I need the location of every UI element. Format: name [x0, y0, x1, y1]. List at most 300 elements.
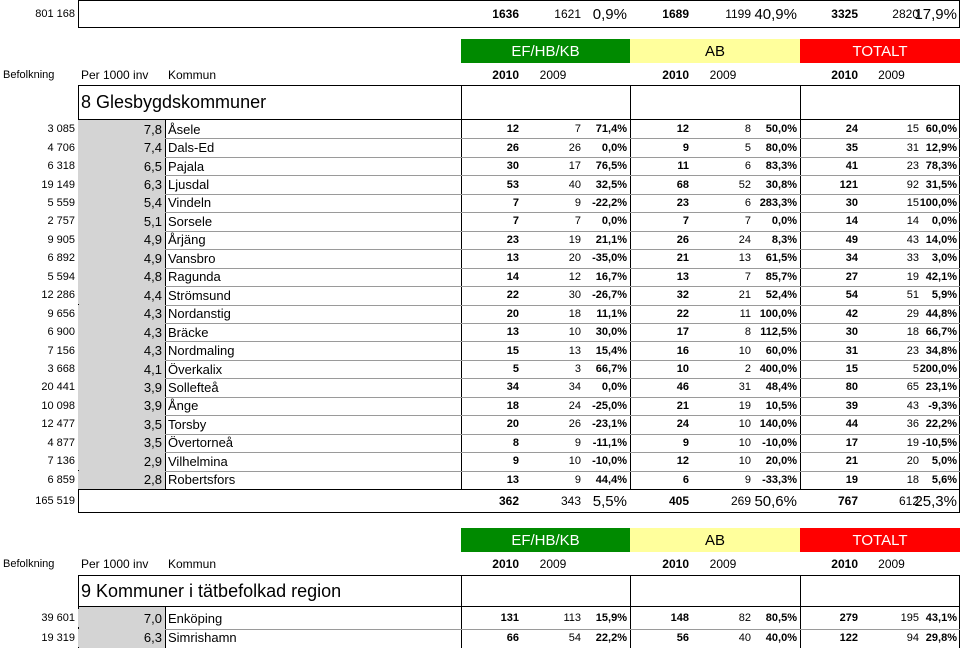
pop-cell: 3 085	[47, 123, 75, 136]
municipality-row	[0, 286, 960, 304]
t10-cell: 30	[845, 196, 858, 209]
per-cell: 4,1	[78, 360, 165, 378]
per-cell: 7,8	[78, 120, 165, 138]
municipality-row	[0, 231, 960, 249]
t10-cell: 31	[845, 344, 858, 357]
year-2009-header: 2009	[878, 556, 905, 571]
ab10-cell: 68	[676, 178, 689, 191]
ef09-cell: 113	[563, 612, 581, 625]
per-cell: 4,4	[78, 286, 165, 304]
name-cell: Vansbro	[168, 250, 216, 266]
group-ab: AB	[630, 528, 800, 552]
section-title: 8 Glesbygdskommuner	[81, 91, 267, 112]
t09-cell: 14	[906, 215, 919, 228]
t09-cell: 18	[906, 326, 919, 339]
municipality-row	[0, 175, 960, 193]
tc-cell: 200,0%	[919, 363, 957, 376]
efc-cell: 0,0%	[601, 215, 627, 228]
per-cell: 7,4	[78, 138, 165, 156]
per-cell: 3,9	[78, 378, 165, 396]
t10-cell: 27	[845, 270, 858, 283]
abc-cell: 20,0%	[765, 455, 797, 468]
pop-cell: 2 757	[47, 215, 75, 228]
t10-cell: 54	[845, 289, 858, 302]
tc-cell: 44,8%	[925, 307, 957, 320]
t09-cell: 19	[906, 436, 919, 449]
ab09-cell: 82	[738, 612, 751, 625]
ab10-cell: 46	[676, 381, 689, 394]
efc-cell: 16,7%	[595, 270, 627, 283]
ab09-cell: 5	[744, 141, 751, 154]
ef10-cell: 26	[506, 141, 519, 154]
t10-cell: 3325	[831, 7, 858, 21]
t09-cell: 23	[906, 344, 919, 357]
column-header-row	[0, 65, 960, 84]
abc-cell: 10,5%	[765, 399, 797, 412]
section-title-row	[0, 87, 960, 117]
abc-cell: 8,3%	[771, 233, 797, 246]
year-2010-header: 2010	[492, 556, 519, 571]
per-cell: 4,9	[78, 231, 165, 249]
section-title-row	[0, 577, 960, 605]
ab09-cell: 10	[738, 455, 751, 468]
ef10-cell: 53	[506, 178, 519, 191]
name-cell: Bräcke	[168, 324, 209, 340]
per-cell: 5,4	[78, 194, 165, 212]
ab09-cell: 8	[744, 123, 751, 136]
t09-cell: 15	[906, 196, 919, 209]
ab10-cell: 148	[670, 612, 689, 625]
per-cell: 4,3	[78, 305, 165, 323]
ab10-cell: 32	[676, 289, 689, 302]
tc-cell: 14,0%	[925, 233, 957, 246]
municipality-row	[0, 305, 960, 323]
ef10-cell: 23	[506, 233, 519, 246]
ab09-cell: 13	[738, 252, 751, 265]
ab09-cell: 11	[739, 307, 751, 320]
tc-cell: 31,5%	[925, 178, 957, 191]
group-totalt: TOTALT	[800, 528, 960, 552]
ef09-cell: 40	[568, 178, 581, 191]
ab10-cell: 12	[676, 123, 689, 136]
per-cell: 7,0	[78, 609, 165, 627]
efc-cell: 22,2%	[595, 631, 627, 644]
t09-cell: 18	[906, 473, 919, 486]
abc-cell: 80,0%	[765, 141, 797, 154]
municipality-row	[0, 397, 960, 415]
name-cell: Enköping	[168, 610, 223, 626]
t10-cell: 49	[845, 233, 858, 246]
t09-cell: 195	[900, 612, 919, 625]
t09-cell: 33	[906, 252, 919, 265]
ef09-cell: 26	[568, 418, 581, 431]
ef10-cell: 1636	[492, 7, 519, 21]
name-cell: Simrishamn	[168, 630, 237, 646]
year-2010-header: 2010	[662, 556, 689, 571]
abc-cell: 283,3%	[759, 196, 797, 209]
t10-cell: 15	[845, 363, 858, 376]
abc-cell: 400,0%	[759, 363, 797, 376]
ab09-cell: 269	[730, 494, 751, 508]
name-cell: Sollefteå	[168, 379, 219, 395]
abc-cell: 52,4%	[765, 289, 797, 302]
ab09-cell: 8	[744, 326, 751, 339]
name-cell: Torsby	[168, 416, 207, 432]
ab09-cell: 10	[738, 436, 751, 449]
efc-cell: -11,1%	[592, 436, 627, 449]
ab10-cell: 1689	[662, 7, 689, 21]
t09-cell: 31	[906, 141, 919, 154]
ef10-cell: 22	[506, 289, 519, 302]
pop-cell: 9 656	[47, 307, 75, 320]
abc-cell: 50,6%	[754, 492, 797, 510]
name-cell: Nordmaling	[168, 343, 235, 359]
ef10-cell: 18	[506, 399, 519, 412]
ef09-cell: 3	[574, 363, 581, 376]
efc-cell: 0,0%	[601, 381, 627, 394]
name-cell: Överkalix	[168, 361, 223, 377]
municipality-row	[0, 360, 960, 378]
t09-cell: 43	[906, 399, 919, 412]
municipality-row	[0, 323, 960, 341]
ef09-cell: 7	[574, 123, 581, 136]
ef09-cell: 12	[568, 270, 581, 283]
ab09-cell: 9	[744, 473, 751, 486]
tc-cell: 100,0%	[919, 196, 957, 209]
ab10-cell: 6	[682, 473, 689, 486]
municipality-row	[0, 434, 960, 452]
t10-cell: 34	[845, 252, 858, 265]
ef09-cell: 24	[568, 399, 581, 412]
tc-cell: 17,9%	[914, 5, 957, 23]
ef09-cell: 10	[568, 455, 581, 468]
efc-cell: 15,4%	[595, 344, 627, 357]
pop-cell: 6 892	[47, 252, 75, 265]
pop-cell: 4 877	[47, 436, 75, 449]
t09-cell: 43	[906, 233, 919, 246]
group-header-row	[0, 528, 960, 552]
municipality-row	[0, 120, 960, 138]
per-cell: 3,9	[78, 397, 165, 415]
municipality-row	[0, 157, 960, 175]
efc-cell: 71,4%	[595, 123, 627, 136]
tc-cell: 5,0%	[931, 455, 957, 468]
t10-cell: 30	[845, 326, 858, 339]
abc-cell: 60,0%	[765, 344, 797, 357]
ef10-cell: 34	[506, 381, 519, 394]
column-header-row	[0, 554, 960, 573]
ef10-cell: 7	[512, 215, 519, 228]
name-cell: Sorsele	[168, 213, 213, 229]
municipality-row	[0, 341, 960, 359]
name-cell: Vilhelmina	[168, 453, 228, 469]
ef09-cell: 19	[568, 233, 581, 246]
ab10-cell: 16	[676, 344, 689, 357]
municipality-row	[0, 452, 960, 470]
year-2010-header: 2010	[831, 556, 858, 571]
pop-cell: 12 286	[41, 289, 75, 302]
year-2009-header: 2009	[539, 67, 567, 82]
per-cell: 4,9	[78, 249, 165, 267]
abc-cell: 30,8%	[765, 178, 797, 191]
per1000-header: Per 1000 inv	[81, 556, 149, 571]
year-2009-header: 2009	[709, 67, 737, 82]
abc-cell: 48,4%	[765, 381, 797, 394]
ab10-cell: 7	[682, 215, 689, 228]
name-cell: Pajala	[168, 158, 205, 174]
ef10-cell: 8	[512, 436, 519, 449]
ab10-cell: 56	[676, 631, 689, 644]
ab10-cell: 21	[676, 252, 689, 265]
tc-cell: 23,1%	[925, 381, 957, 394]
per-cell: 5,1	[78, 212, 165, 230]
ef09-cell: 17	[568, 160, 581, 173]
ef09-cell: 343	[560, 494, 581, 508]
group-ab: AB	[630, 39, 800, 63]
ef10-cell: 14	[506, 270, 519, 283]
per-cell: 4,3	[78, 341, 165, 359]
group-ef-hb-kb: EF/HB/KB	[461, 39, 630, 63]
tc-cell: 29,8%	[925, 631, 957, 644]
section-total-row	[0, 490, 960, 512]
year-2010-header: 2010	[492, 67, 519, 82]
tc-cell: 0,0%	[931, 215, 957, 228]
ab10-cell: 10	[676, 363, 689, 376]
efc-cell: 21,1%	[595, 233, 627, 246]
ef09-cell: 26	[568, 141, 581, 154]
efc-cell: -26,7%	[592, 289, 627, 302]
ab10-cell: 24	[676, 418, 689, 431]
efc-cell: -35,0%	[592, 252, 627, 265]
ef10-cell: 13	[506, 326, 519, 339]
efc-cell: -22,2%	[592, 196, 627, 209]
ef09-cell: 9	[574, 473, 581, 486]
ef10-cell: 30	[506, 160, 519, 173]
ab09-cell: 31	[738, 381, 751, 394]
befolkning-header: Befolkning	[3, 557, 55, 570]
ab09-cell: 2	[744, 363, 751, 376]
per-cell: 2,9	[78, 452, 165, 470]
t09-cell: 94	[906, 631, 919, 644]
tc-cell: 25,3%	[914, 492, 957, 510]
kommun-header: Kommun	[168, 556, 217, 571]
per-cell: 3,5	[78, 415, 165, 433]
municipality-row	[0, 629, 960, 647]
ab10-cell: 405	[668, 494, 689, 508]
ab09-cell: 10	[738, 344, 751, 357]
t10-cell: 80	[845, 381, 858, 394]
pop-cell: 6 859	[47, 473, 75, 486]
efc-cell: 0,9%	[592, 5, 627, 23]
pop-cell: 12 477	[41, 418, 75, 431]
per-cell: 3,5	[78, 434, 165, 452]
abc-cell: 83,3%	[765, 160, 797, 173]
t10-cell: 21	[845, 455, 858, 468]
pop-cell: 165 519	[35, 495, 75, 507]
ab10-cell: 11	[677, 160, 689, 173]
ef10-cell: 362	[498, 494, 519, 508]
t09-cell: 36	[906, 418, 919, 431]
t09-cell: 23	[906, 160, 919, 173]
abc-cell: 112,5%	[760, 326, 797, 339]
ef09-cell: 10	[568, 326, 581, 339]
group-ef-hb-kb: EF/HB/KB	[461, 528, 630, 552]
t10-cell: 42	[845, 307, 858, 320]
per-cell: 4,3	[78, 323, 165, 341]
name-cell: Ånge	[168, 398, 199, 414]
pop-cell: 4 706	[47, 141, 75, 154]
abc-cell: 50,0%	[765, 123, 797, 136]
municipality-row	[0, 194, 960, 212]
efc-cell: 5,5%	[592, 492, 627, 510]
tc-cell: 5,9%	[931, 289, 957, 302]
ef10-cell: 13	[506, 252, 519, 265]
efc-cell: 32,5%	[595, 178, 627, 191]
per1000-header: Per 1000 inv	[81, 67, 149, 82]
tc-cell: 3,0%	[931, 252, 957, 265]
t10-cell: 14	[845, 215, 858, 228]
name-cell: Vindeln	[168, 195, 212, 211]
ef10-cell: 15	[506, 344, 519, 357]
group-header-row	[0, 39, 960, 63]
name-cell: Strömsund	[168, 287, 231, 303]
efc-cell: -23,1%	[592, 418, 627, 431]
ef10-cell: 12	[506, 123, 519, 136]
efc-cell: 0,0%	[601, 141, 627, 154]
ef10-cell: 5	[512, 363, 519, 376]
municipality-row	[0, 212, 960, 230]
abc-cell: 40,9%	[754, 5, 797, 23]
ef09-cell: 9	[574, 436, 581, 449]
abc-cell: -10,0%	[762, 436, 797, 449]
ef09-cell: 18	[568, 307, 581, 320]
per-cell: 4,8	[78, 268, 165, 286]
per-cell: 6,3	[78, 175, 165, 193]
t09-cell: 29	[906, 307, 919, 320]
name-cell: Robertsfors	[168, 472, 236, 488]
efc-cell: -10,0%	[592, 455, 627, 468]
ef10-cell: 131	[500, 612, 519, 625]
ef10-cell: 20	[506, 307, 519, 320]
abc-cell: 80,5%	[765, 612, 797, 625]
name-cell: Årjäng	[168, 232, 206, 248]
abc-cell: 140,0%	[759, 418, 797, 431]
t09-cell: 20	[906, 455, 919, 468]
municipality-row	[0, 471, 960, 489]
municipality-row	[0, 609, 960, 627]
pop-cell: 19 319	[41, 631, 75, 644]
pop-cell: 7 136	[47, 455, 75, 468]
pop-cell: 801 168	[35, 8, 75, 20]
ef09-cell: 20	[568, 252, 581, 265]
abc-cell: 40,0%	[765, 631, 797, 644]
t09-cell: 2820	[892, 7, 919, 21]
pop-cell: 19 149	[41, 178, 75, 191]
name-cell: Ljusdal	[168, 177, 210, 193]
municipality-row	[0, 378, 960, 396]
t09-cell: 5	[912, 363, 919, 376]
ef10-cell: 20	[506, 418, 519, 431]
year-2010-header: 2010	[662, 67, 689, 82]
municipality-row	[0, 268, 960, 286]
t10-cell: 24	[845, 123, 858, 136]
per-cell: 2,8	[78, 471, 165, 489]
per-cell: 6,5	[78, 157, 165, 175]
name-cell: Ragunda	[168, 269, 221, 285]
t10-cell: 121	[839, 178, 858, 191]
pop-cell: 20 441	[41, 381, 75, 394]
tc-cell: 43,1%	[925, 612, 957, 625]
tc-cell: 78,3%	[925, 160, 957, 173]
year-2009-header: 2009	[878, 67, 905, 82]
t09-cell: 65	[906, 381, 919, 394]
t10-cell: 39	[845, 399, 858, 412]
efc-cell: 11,1%	[596, 307, 627, 320]
pop-cell: 6 318	[47, 160, 75, 173]
t10-cell: 44	[845, 418, 858, 431]
ab09-cell: 21	[738, 289, 751, 302]
pop-cell: 5 594	[47, 270, 75, 283]
ef09-cell: 9	[574, 196, 581, 209]
ab09-cell: 7	[744, 270, 751, 283]
pop-cell: 6 900	[47, 326, 75, 339]
abc-cell: 61,5%	[765, 252, 797, 265]
ab10-cell: 12	[676, 455, 689, 468]
ab09-cell: 52	[738, 178, 751, 191]
year-2009-header: 2009	[539, 556, 567, 571]
ab10-cell: 26	[676, 233, 689, 246]
pop-cell: 7 156	[47, 344, 75, 357]
pop-cell: 3 668	[47, 363, 75, 376]
tc-cell: 34,8%	[925, 344, 957, 357]
ab09-cell: 10	[738, 418, 751, 431]
t09-cell: 51	[906, 289, 919, 302]
ab10-cell: 21	[676, 399, 689, 412]
t10-cell: 279	[839, 612, 858, 625]
abc-cell: -33,3%	[762, 473, 797, 486]
ef10-cell: 9	[512, 455, 519, 468]
pop-cell: 39 601	[41, 612, 75, 625]
municipality-row	[0, 138, 960, 156]
t10-cell: 41	[845, 160, 858, 173]
section-title: 9 Kommuner i tätbefolkad region	[81, 580, 342, 601]
ef10-cell: 7	[512, 196, 519, 209]
pop-cell: 9 905	[47, 233, 75, 246]
t10-cell: 35	[845, 141, 858, 154]
municipality-row	[0, 415, 960, 433]
year-2009-header: 2009	[709, 556, 737, 571]
ef09-cell: 34	[568, 381, 581, 394]
pop-cell: 10 098	[41, 399, 75, 412]
ab09-cell: 6	[744, 196, 751, 209]
t10-cell: 122	[839, 631, 858, 644]
efc-cell: 15,9%	[595, 612, 627, 625]
ab10-cell: 13	[676, 270, 689, 283]
municipality-row	[0, 249, 960, 267]
name-cell: Övertorneå	[168, 435, 234, 451]
group-totalt: TOTALT	[800, 39, 960, 63]
tc-cell: 42,1%	[925, 270, 957, 283]
ef10-cell: 66	[506, 631, 519, 644]
year-2010-header: 2010	[831, 67, 858, 82]
kommun-header: Kommun	[168, 67, 217, 82]
efc-cell: 66,7%	[595, 363, 627, 376]
overall-total-row	[0, 0, 960, 28]
tc-cell: 22,2%	[925, 418, 957, 431]
tc-cell: 66,7%	[925, 326, 957, 339]
pop-cell: 5 559	[47, 196, 75, 209]
ef09-cell: 54	[568, 631, 581, 644]
